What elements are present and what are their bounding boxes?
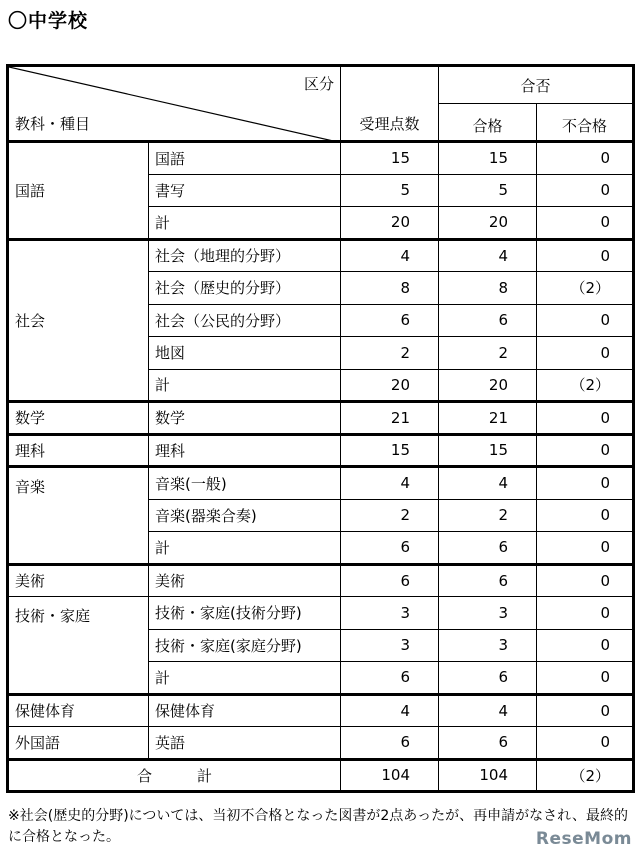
header-juri: 受理点数 <box>341 66 439 142</box>
fugoukaku-cell: 0 <box>537 174 634 207</box>
juri-cell: 15 <box>341 434 439 467</box>
item-cell: 計 <box>149 369 341 402</box>
item-cell: 計 <box>149 662 341 695</box>
total-juri: 104 <box>341 759 439 792</box>
table-row <box>8 694 634 727</box>
fugoukaku-cell: 0 <box>537 434 634 467</box>
goukaku-cell: 20 <box>439 207 537 240</box>
subject-cell: 理科 <box>8 434 149 467</box>
footnote: ※社会(歴史的分野)については、当初不合格となった図書が2点あったが、再申請がなされ、最終的に合格となった。 <box>8 808 628 845</box>
header-goukaku: 合格 <box>439 104 537 142</box>
item-cell: 書写 <box>149 174 341 207</box>
juri-cell: 6 <box>341 662 439 695</box>
table-row <box>8 727 634 760</box>
item-cell: 技術・家庭(家庭分野) <box>149 629 341 662</box>
watermark-logo: ReseMom <box>535 829 632 849</box>
goukaku-cell: 8 <box>439 272 537 305</box>
goukaku-cell: 21 <box>439 402 537 435</box>
goukaku-cell: 6 <box>439 727 537 760</box>
goukaku-cell: 4 <box>439 239 537 272</box>
fugoukaku-cell: 0 <box>537 597 634 630</box>
item-cell: 社会（歴史的分野） <box>149 272 341 305</box>
juri-cell: 15 <box>341 142 439 175</box>
juri-cell: 20 <box>341 207 439 240</box>
header-kubun: 区分 <box>303 75 334 93</box>
table-row <box>8 564 634 597</box>
juri-cell: 4 <box>341 694 439 727</box>
header-fugoukaku: 不合格 <box>537 104 634 142</box>
fugoukaku-cell: 0 <box>537 694 634 727</box>
goukaku-cell: 15 <box>439 142 537 175</box>
fugoukaku-cell: 0 <box>537 564 634 597</box>
fugoukaku-cell: 0 <box>537 337 634 370</box>
juri-cell: 6 <box>341 532 439 565</box>
juri-cell: 21 <box>341 402 439 435</box>
item-cell: 美術 <box>149 564 341 597</box>
fugoukaku-cell: 0 <box>537 467 634 500</box>
item-cell: 理科 <box>149 434 341 467</box>
fugoukaku-cell: 0 <box>537 727 634 760</box>
juri-cell: 8 <box>341 272 439 305</box>
table-row <box>8 597 634 630</box>
goukaku-cell: 2 <box>439 499 537 532</box>
fugoukaku-cell: 0 <box>537 239 634 272</box>
juri-cell: 6 <box>341 564 439 597</box>
header-row-1 <box>8 66 634 104</box>
goukaku-cell: 3 <box>439 597 537 630</box>
goukaku-cell: 3 <box>439 629 537 662</box>
fugoukaku-cell: 0 <box>537 499 634 532</box>
subject-cell: 社会 <box>8 239 149 402</box>
item-cell: 技術・家庭(技術分野) <box>149 597 341 630</box>
table-row <box>8 402 634 435</box>
goukaku-cell: 4 <box>439 694 537 727</box>
juri-cell: 2 <box>341 337 439 370</box>
total-goukaku: 104 <box>439 759 537 792</box>
item-cell: 数学 <box>149 402 341 435</box>
subject-cell: 数学 <box>8 402 149 435</box>
fugoukaku-cell: 0 <box>537 532 634 565</box>
subject-cell: 国語 <box>8 142 149 240</box>
fugoukaku-cell: 0 <box>537 304 634 337</box>
juri-cell: 4 <box>341 467 439 500</box>
item-cell: 社会（地理的分野） <box>149 239 341 272</box>
goukaku-cell: 15 <box>439 434 537 467</box>
item-cell: 社会（公民的分野） <box>149 304 341 337</box>
juri-cell: 6 <box>341 304 439 337</box>
goukaku-cell: 5 <box>439 174 537 207</box>
subject-cell: 美術 <box>8 564 149 597</box>
juri-cell: 4 <box>341 239 439 272</box>
item-cell: 英語 <box>149 727 341 760</box>
goukaku-cell: 6 <box>439 662 537 695</box>
item-cell: 音楽(器楽合奏) <box>149 499 341 532</box>
juri-cell: 6 <box>341 727 439 760</box>
header-kyouka: 教科・種目 <box>15 115 91 133</box>
subject-cell: 外国語 <box>8 727 149 760</box>
item-cell: 計 <box>149 532 341 565</box>
goukaku-cell: 20 <box>439 369 537 402</box>
fugoukaku-cell: （2） <box>537 272 634 305</box>
table-row <box>8 434 634 467</box>
total-row <box>8 759 634 792</box>
juri-cell: 5 <box>341 174 439 207</box>
header-gouhi: 合否 <box>439 66 634 104</box>
fugoukaku-cell: 0 <box>537 142 634 175</box>
page-title: 〇中学校 <box>8 10 89 32</box>
juri-cell: 2 <box>341 499 439 532</box>
item-cell: 国語 <box>149 142 341 175</box>
fugoukaku-cell: 0 <box>537 402 634 435</box>
goukaku-cell: 2 <box>439 337 537 370</box>
total-fugoukaku: （2） <box>537 759 634 792</box>
goukaku-cell: 6 <box>439 304 537 337</box>
item-cell: 計 <box>149 207 341 240</box>
subject-cell: 保健体育 <box>8 694 149 727</box>
goukaku-cell: 6 <box>439 564 537 597</box>
goukaku-cell: 4 <box>439 467 537 500</box>
juri-cell: 3 <box>341 629 439 662</box>
item-cell: 音楽(一般) <box>149 467 341 500</box>
item-cell: 保健体育 <box>149 694 341 727</box>
fugoukaku-cell: 0 <box>537 662 634 695</box>
juri-cell: 20 <box>341 369 439 402</box>
fugoukaku-cell: 0 <box>537 207 634 240</box>
results-table <box>6 64 635 793</box>
total-label: 合 計 <box>8 759 341 792</box>
table-row <box>8 142 634 175</box>
subject-cell: 音楽 <box>8 467 149 565</box>
juri-cell: 3 <box>341 597 439 630</box>
goukaku-cell: 6 <box>439 532 537 565</box>
table-row <box>8 467 634 500</box>
fugoukaku-cell: 0 <box>537 629 634 662</box>
diagonal-header-cell <box>8 66 341 142</box>
fugoukaku-cell: （2） <box>537 369 634 402</box>
table-row <box>8 239 634 272</box>
item-cell: 地図 <box>149 337 341 370</box>
subject-cell: 技術・家庭 <box>8 597 149 695</box>
